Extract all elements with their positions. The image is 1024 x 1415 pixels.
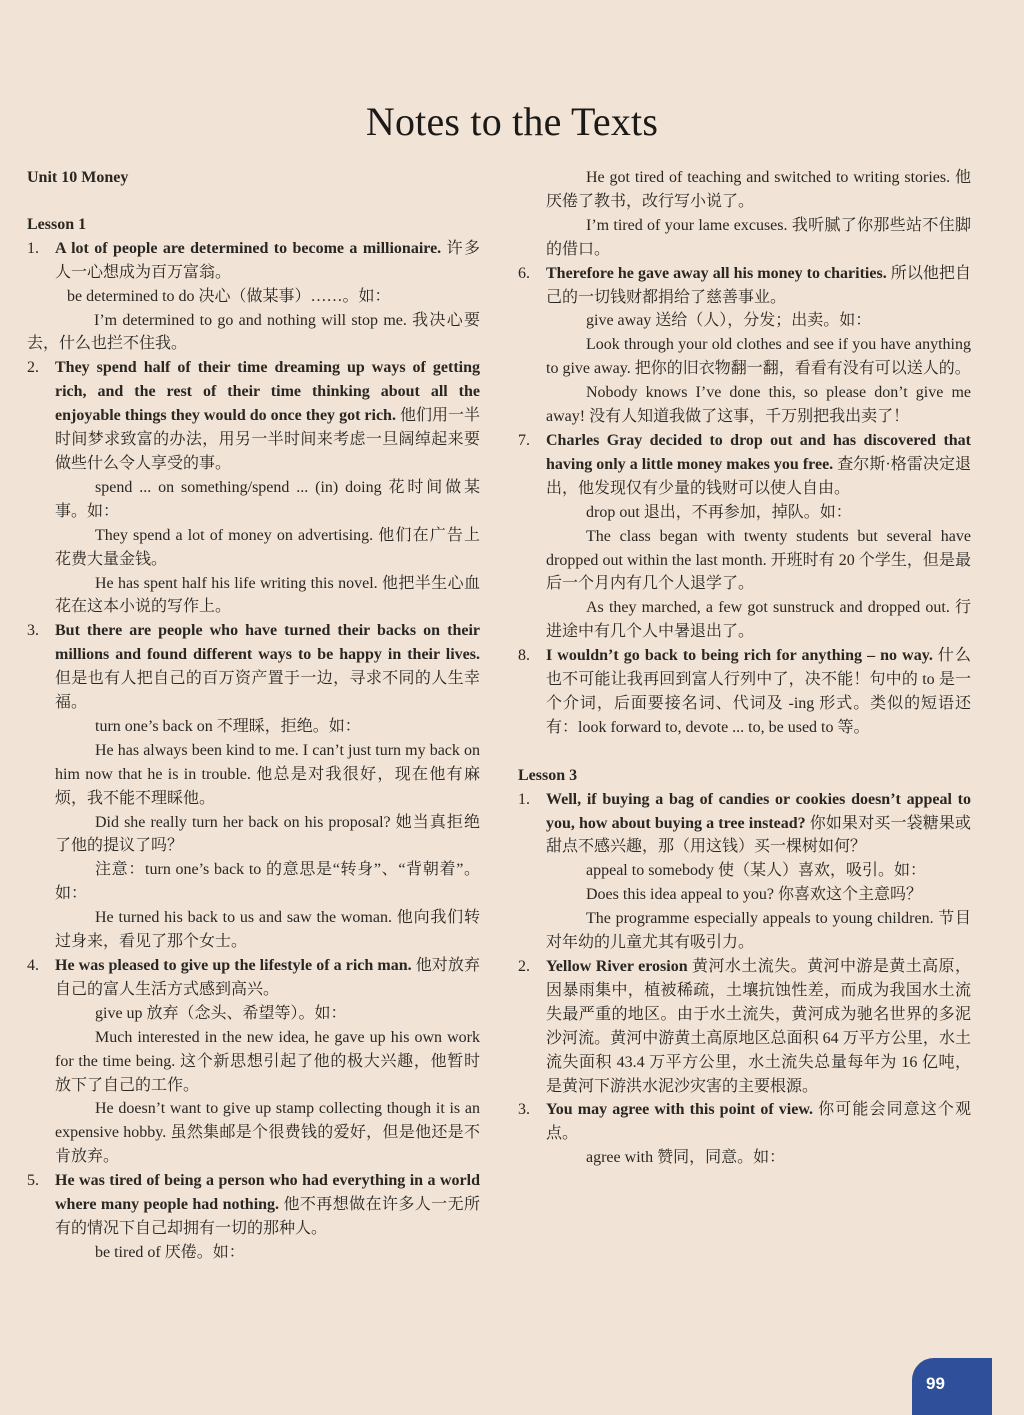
note-number: 3. — [518, 1101, 530, 1119]
note-item — [27, 1169, 480, 1241]
note-headline: Therefore he gave away all his money to charities. — [546, 264, 887, 282]
note-number: 3. — [27, 622, 39, 640]
note-paragraph: spend ... on something/spend ... (in) doing 花时间做某事。如： — [55, 478, 480, 520]
note-paragraph: Does this idea appeal to you? 你喜欢这个主意吗？ — [586, 886, 922, 904]
note-headline: Well, if buying a bag of candies or cookies doesn’t appeal to you, how about buying a tree instead? — [546, 790, 971, 832]
note-headline: A lot of people are determined to become a millionaire. — [55, 239, 442, 257]
note-paragraph: I’m tired of your lame excuses. 我听腻了你那些站不住脚的借口。 — [546, 216, 971, 258]
note-paragraph: give up 放弃（念头、希望等）。如： — [95, 1004, 347, 1022]
note-paragraph: He has always been kind to me. I can’t just turn my back on him now that he is in trouble. 他总是对我很好，现在他有麻烦，我不能不理睬他。 — [55, 741, 480, 807]
note-paragraph: agree with 赞同，同意。如： — [586, 1149, 786, 1167]
note-paragraph: drop out 退出，不再参加，掉队。如： — [586, 503, 852, 521]
note-paragraph: He got tired of teaching and switched to writing stories. 他厌倦了教书，改行写小说了。 — [546, 169, 971, 210]
note-paragraph: Much interested in the new idea, he gave up his own work for the time being. 这个新思想引起了他的极大兴趣，他暂时放下了自己的工作。 — [55, 1028, 480, 1094]
note-paragraph: appeal to somebody 使（某人）喜欢，吸引。如： — [586, 862, 926, 880]
note-translation: 他不再想做在许多人一无所有的情况下自己却拥有一切的那种人。 — [55, 1196, 480, 1237]
note-paragraph: give away 送给（人），分发；出卖。如： — [586, 312, 872, 330]
note-paragraph: be tired of 厌倦。如： — [95, 1243, 245, 1261]
note-item — [518, 955, 971, 1098]
note-number: 1. — [518, 790, 530, 808]
note-translation: 黄河水土流失。黄河中游是黄土高原，因暴雨集中，植被稀疏，土壤抗蚀性差，而成为我国水土流失最严重的地区。由于水土流失，黄河成为驰名世界的多泥沙河流。黄河中游黄土高原地区总面积 64 万平方公里，水土流失面积 43.4 万平方公里，水土流失总量每年为 16 亿吨，是黄河下游洪水泥沙灾害的主要根源。 — [546, 958, 971, 1095]
note-item — [518, 788, 971, 860]
note-paragraph: Look through your old clothes and see if you have anything to give away. 把你的旧衣物翻一翻，看看有没有可以送人的。 — [546, 336, 971, 378]
right-column — [518, 166, 971, 1170]
page-number: 99 — [926, 1374, 945, 1393]
note-headline: He was pleased to give up the lifestyle of a rich man. — [55, 957, 412, 974]
note-item — [27, 954, 480, 1002]
note-number: 6. — [518, 264, 530, 282]
note-paragraph: 注意：turn one’s back to 的意思是“转身”、“背朝着”。如： — [55, 861, 480, 903]
note-paragraph: He has spent half his life writing this novel. 他把半生心血花在这本小说的写作上。 — [55, 574, 480, 616]
note-paragraph: As they marched, a few got sunstruck and dropped out. 行进途中有几个人中暑退出了。 — [546, 599, 971, 641]
note-headline: But there are people who have turned their backs on their millions and found different ways to be happy in their lives. — [55, 622, 480, 664]
lesson-1-heading: Lesson 1 — [27, 215, 87, 233]
note-item — [27, 356, 480, 476]
note-headline: Charles Gray decided to drop out and has discovered that having only a little money makes you free. — [546, 431, 971, 473]
page-title: Notes to the Texts — [365, 99, 659, 144]
note-paragraph: turn one’s back on 不理睬，拒绝。如： — [95, 717, 361, 735]
note-translation: 许多人一心想成为百万富翁。 — [55, 239, 480, 281]
note-translation: 查尔斯·格雷决定退出，他发现仅有少量的钱财可以使人自由。 — [546, 455, 971, 497]
note-paragraph: They spend a lot of money on advertising. 他们在广告上花费大量金钱。 — [55, 526, 480, 568]
note-number: 1. — [27, 239, 39, 257]
note-headline: They spend half of their time dreaming up ways of getting rich, and the rest of their time thinking about all the enjoyable things they would do once they got rich. — [55, 359, 480, 425]
note-translation: 他对放弃自己的富人生活方式感到高兴。 — [55, 957, 480, 998]
note-number: 2. — [27, 359, 39, 377]
note-headline: You may agree with this point of view. — [546, 1101, 814, 1119]
note-item — [27, 619, 480, 715]
note-paragraph: Nobody knows I’ve done this, so please don’t give me away! 没有人知道我做了这事，千万别把我出卖了！ — [546, 384, 971, 426]
note-translation: 所以他把自己的一切钱财都捐给了慈善事业。 — [546, 264, 971, 306]
note-paragraph: I’m determined to go and nothing will stop me. 我决心要去，什么也拦不住我。 — [27, 311, 480, 353]
note-number: 8. — [518, 647, 530, 665]
page-number-tab — [912, 1358, 992, 1415]
note-item — [518, 429, 971, 501]
note-number: 7. — [518, 431, 530, 449]
note-paragraph: He doesn’t want to give up stamp collecting though it is an expensive hobby. 虽然集邮是个很费钱的爱好，但是他还是不肯放弃。 — [55, 1100, 480, 1166]
note-number: 5. — [27, 1172, 39, 1190]
note-headline: Yellow River erosion — [546, 958, 688, 975]
note-item — [27, 237, 480, 285]
note-number: 4. — [27, 957, 39, 974]
note-item — [518, 262, 971, 310]
note-translation: 你如果对买一袋糖果或甜点不感兴趣，那（用这钱）买一棵树如何？ — [546, 814, 971, 856]
note-paragraph: The programme especially appeals to young children. 节目对年幼的儿童尤其有吸引力。 — [546, 910, 971, 952]
note-paragraph: be determined to do 决心（做某事）……。如： — [67, 287, 391, 305]
lesson-3-heading: Lesson 3 — [518, 766, 578, 784]
note-headline: I wouldn’t go back to being rich for anything – no way. — [546, 647, 933, 665]
note-headline: He was tired of being a person who had everything in a world where many people had nothing. — [55, 1172, 480, 1214]
section-gap — [518, 740, 971, 764]
note-item — [518, 644, 971, 740]
note-translation: 他们用一半时间梦求致富的办法，用另一半时间来考虑一旦阔绰起来要做些什么令人享受的事。 — [55, 407, 480, 472]
note-paragraph: Did she really turn her back on his proposal? 她当真拒绝了他的提议了吗？ — [55, 813, 480, 855]
unit-heading: Unit 10 Money — [27, 169, 129, 186]
note-item — [518, 1098, 971, 1146]
note-number: 2. — [518, 958, 530, 975]
note-translation: 但是也有人把自己的百万资产置于一边，寻求不同的人生幸福。 — [55, 670, 480, 712]
note-paragraph: He turned his back to us and saw the woman. 他向我们转过身来，看见了那个女士。 — [55, 909, 480, 951]
left-column — [27, 166, 480, 1265]
note-translation: 你可能会同意这个观点。 — [546, 1101, 971, 1143]
note-paragraph: The class began with twenty students but several have dropped out within the last month. 开班时有 20 个学生，但是最后一个月内有几个人退学了。 — [546, 527, 971, 593]
note-translation: 什么也不可能让我再回到富人行列中了，决不能！句中的 to 是一个介词，后面要接名词、代词及 -ing 形式。类似的短语还有：look forward to, devote ... to, be used to 等。 — [546, 647, 971, 736]
